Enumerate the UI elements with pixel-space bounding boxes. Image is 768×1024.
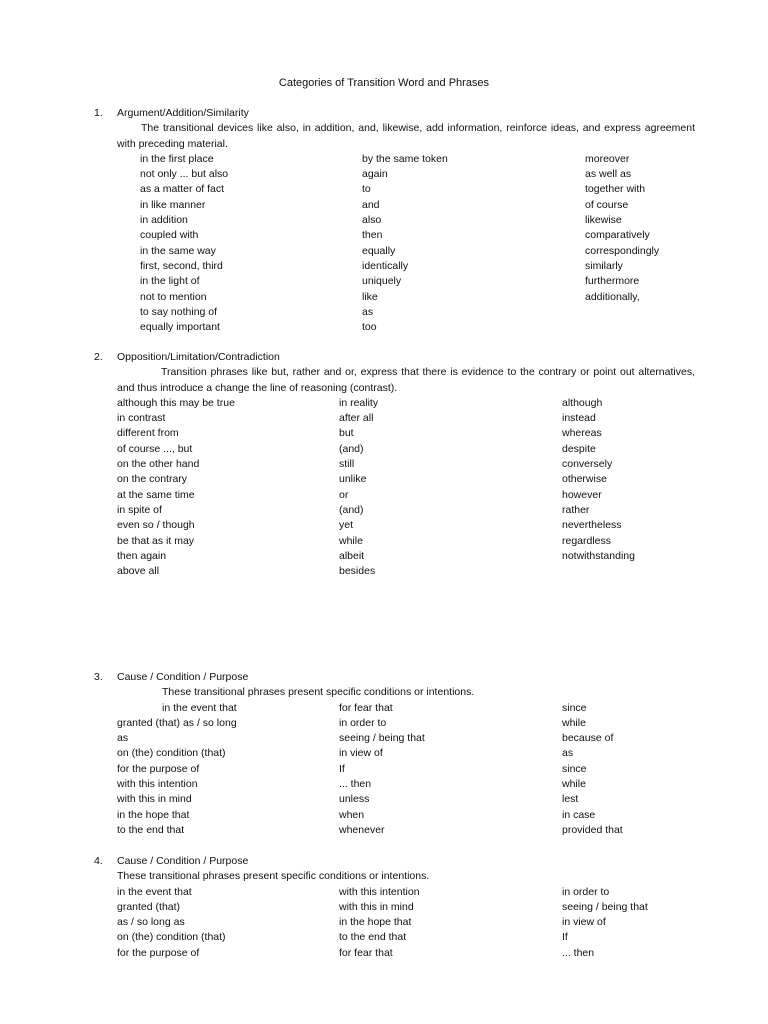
word-list [0,152,768,336]
transition-phrase: whereas [562,427,602,440]
transition-phrase: on (the) condition (that) [117,931,226,944]
word-row [0,167,768,182]
word-row [0,244,768,259]
transition-phrase: like [362,290,378,303]
word-row [0,290,768,305]
word-row [0,792,768,807]
transition-phrase: otherwise [562,473,607,486]
word-row [0,274,768,289]
transition-phrase: together with [585,183,646,196]
transition-phrase: on (the) condition (that) [117,747,226,760]
section-intro: The transitional devices like also, in addition, and, likewise, add information, reinforce ideas, and express agreement with preceding material. [117,122,695,150]
section-title: Argument/Addition/Similarity [117,107,249,119]
word-row [0,777,768,792]
transition-phrase: as well as [585,168,632,181]
transition-phrase: with this intention [339,885,420,898]
transition-phrase: first, second, third [140,259,223,272]
transition-phrase: in addition [140,214,188,227]
word-row [0,472,768,487]
transition-phrase: at the same time [117,488,195,501]
transition-phrase: seeing / being that [562,900,648,913]
transition-phrase: nevertheless [562,519,622,532]
transition-phrase: but [339,427,354,440]
transition-phrase: even so / though [117,519,195,532]
transition-phrase: in spite of [117,503,162,516]
document-title: Categories of Transition Word and Phrases [278,77,490,89]
word-row [0,213,768,228]
transition-phrase: by the same token [362,152,448,165]
transition-phrase: in order to [339,716,387,729]
word-row [0,915,768,930]
word-row [0,411,768,426]
transition-phrase: then [362,229,383,242]
word-row [0,885,768,900]
word-row [0,259,768,274]
section-title: Opposition/Limitation/Contradiction [117,351,280,363]
section-intro-row [117,869,768,884]
section-title: Cause / Condition / Purpose [117,671,249,683]
transition-phrase: notwithstanding [562,549,635,562]
transition-phrase: in the hope that [117,808,190,821]
transition-phrase: If [562,931,568,944]
transition-phrase: If [339,762,345,775]
transition-phrase: after all [339,412,374,425]
transition-phrase: although [562,396,603,409]
transition-phrase: on the contrary [117,473,188,486]
transition-phrase: ... then [562,946,595,959]
transition-phrase: since [562,762,587,775]
transition-phrase: in the event that [162,701,237,714]
transition-phrase: since [562,701,587,714]
transition-phrase: equally [362,244,396,257]
word-row [0,457,768,472]
transition-phrase: uniquely [362,275,402,288]
transition-phrase: seeing / being that [339,732,425,745]
transition-phrase: (and) [339,503,364,516]
transition-phrase: in reality [339,396,379,409]
word-row [0,701,768,716]
transition-phrase: of course [585,198,629,211]
transition-phrase: to say nothing of [140,305,218,318]
transition-phrase: then again [117,549,167,562]
transition-phrase: too [362,321,377,334]
word-list [0,701,768,839]
transition-phrase: similarly [585,259,623,272]
section-intro-row [117,685,768,700]
transition-phrase: furthermore [585,275,640,288]
transition-phrase: for fear that [339,701,393,714]
word-row [0,823,768,838]
transition-phrase: again [362,168,388,181]
transition-phrase: comparatively [585,229,650,242]
transition-phrase: while [562,716,586,729]
word-row [0,564,768,579]
transition-phrase: rather [562,503,590,516]
transition-phrase: in like manner [140,198,206,211]
transition-phrase: coupled with [140,229,199,242]
word-row [0,198,768,213]
transition-phrase: besides [339,565,376,578]
word-row [0,426,768,441]
transition-phrase: when [339,808,365,821]
word-row [0,396,768,411]
transition-phrase: above all [117,565,160,578]
transition-phrase: in contrast [117,412,166,425]
word-row [0,731,768,746]
transition-phrase: to the end that [117,823,185,836]
transition-phrase: ... then [339,778,372,791]
word-list [0,885,768,961]
transition-phrase: to the end that [339,931,407,944]
transition-phrase: provided that [562,823,623,836]
transition-phrase: moreover [585,152,630,165]
transition-phrase: yet [339,519,354,532]
transition-phrase: of course ..., but [117,442,193,455]
transition-phrase: granted (that) as / so long [117,716,237,729]
transition-phrase: in case [562,808,596,821]
section-number: 1. [94,107,103,119]
word-row [0,762,768,777]
word-row [0,228,768,243]
transition-phrase: still [339,458,355,471]
transition-phrase: while [339,534,363,547]
section-number: 3. [94,671,103,683]
transition-phrase: although this may be true [117,396,235,409]
transition-phrase: in order to [562,885,610,898]
transition-phrase: conversely [562,458,613,471]
transition-phrase: in the same way [140,244,216,257]
transition-phrase: not to mention [140,290,207,303]
transition-phrase: equally important [140,321,220,334]
transition-phrase: however [562,488,602,501]
transition-phrase: in the light of [140,275,200,288]
section-intro: These transitional phrases present specific conditions or intentions. [117,870,430,883]
section-cause-condition-purpose [0,670,768,838]
transition-phrase: for the purpose of [117,946,200,959]
section-heading [0,350,768,365]
transition-phrase: as [562,747,574,760]
transition-phrase: be that as it may [117,534,195,547]
transition-phrase: with this intention [117,778,198,791]
section-heading [0,854,768,869]
word-row [0,900,768,915]
word-row [0,320,768,335]
transition-phrase: in the hope that [339,916,412,929]
transition-phrase: while [562,778,586,791]
transition-phrase: to [362,183,371,196]
transition-phrase: with this in mind [117,793,192,806]
transition-phrase: and [362,198,380,211]
transition-phrase: unlike [339,473,367,486]
transition-phrase: (and) [339,442,364,455]
transition-phrase: because of [562,732,614,745]
word-row [0,946,768,961]
word-row [0,182,768,197]
section-cause-condition-purpose-2 [0,854,768,961]
transition-phrase: unless [339,793,370,806]
transition-phrase: regardless [562,534,612,547]
transition-phrase: on the other hand [117,458,200,471]
section-opposition-limitation [0,350,768,579]
transition-phrase: for the purpose of [117,762,200,775]
section-number: 2. [94,351,103,363]
word-row [0,152,768,167]
transition-phrase: also [362,214,382,227]
transition-phrase: in the event that [117,885,192,898]
transition-phrase: albeit [339,549,365,562]
transition-phrase: despite [562,442,596,455]
word-list [0,396,768,580]
word-row [0,930,768,945]
transition-phrase: with this in mind [339,900,414,913]
transition-phrase: not only ... but also [140,168,229,181]
word-row [0,534,768,549]
transition-phrase: lest [562,793,579,806]
transition-phrase: or [339,488,349,501]
word-row [0,503,768,518]
section-intro: These transitional phrases present specific conditions or intentions. [162,686,475,699]
word-row [0,549,768,564]
transition-phrase: whenever [339,823,385,836]
transition-phrase: as [117,732,129,745]
word-row [0,488,768,503]
section-intro: Transition phrases like but, rather and or, express that there is evidence to the contrary or point out alternatives, and thus introduce a change the line of reasoning (contrast). [117,366,695,394]
word-row [0,442,768,457]
section-number: 4. [94,855,103,867]
transition-phrase: in view of [562,916,606,929]
section-argument-addition [0,106,768,335]
transition-phrase: likewise [585,214,622,227]
transition-phrase: for fear that [339,946,393,959]
word-row [0,808,768,823]
transition-phrase: in the first place [140,152,214,165]
transition-phrase: additionally, [585,290,640,303]
section-heading [0,670,768,685]
transition-phrase: in view of [339,747,383,760]
word-row [0,518,768,533]
transition-phrase: as a matter of fact [140,183,225,196]
transition-phrase: as [362,305,374,318]
word-row [0,305,768,320]
transition-phrase: as / so long as [117,916,185,929]
transition-phrase: granted (that) [117,900,181,913]
transition-phrase: correspondingly [585,244,660,257]
word-row [0,716,768,731]
section-title: Cause / Condition / Purpose [117,855,249,867]
section-heading [0,106,768,121]
word-row [0,746,768,761]
transition-phrase: identically [362,259,409,272]
transition-phrase: instead [562,412,596,425]
transition-phrase: different from [117,427,179,440]
